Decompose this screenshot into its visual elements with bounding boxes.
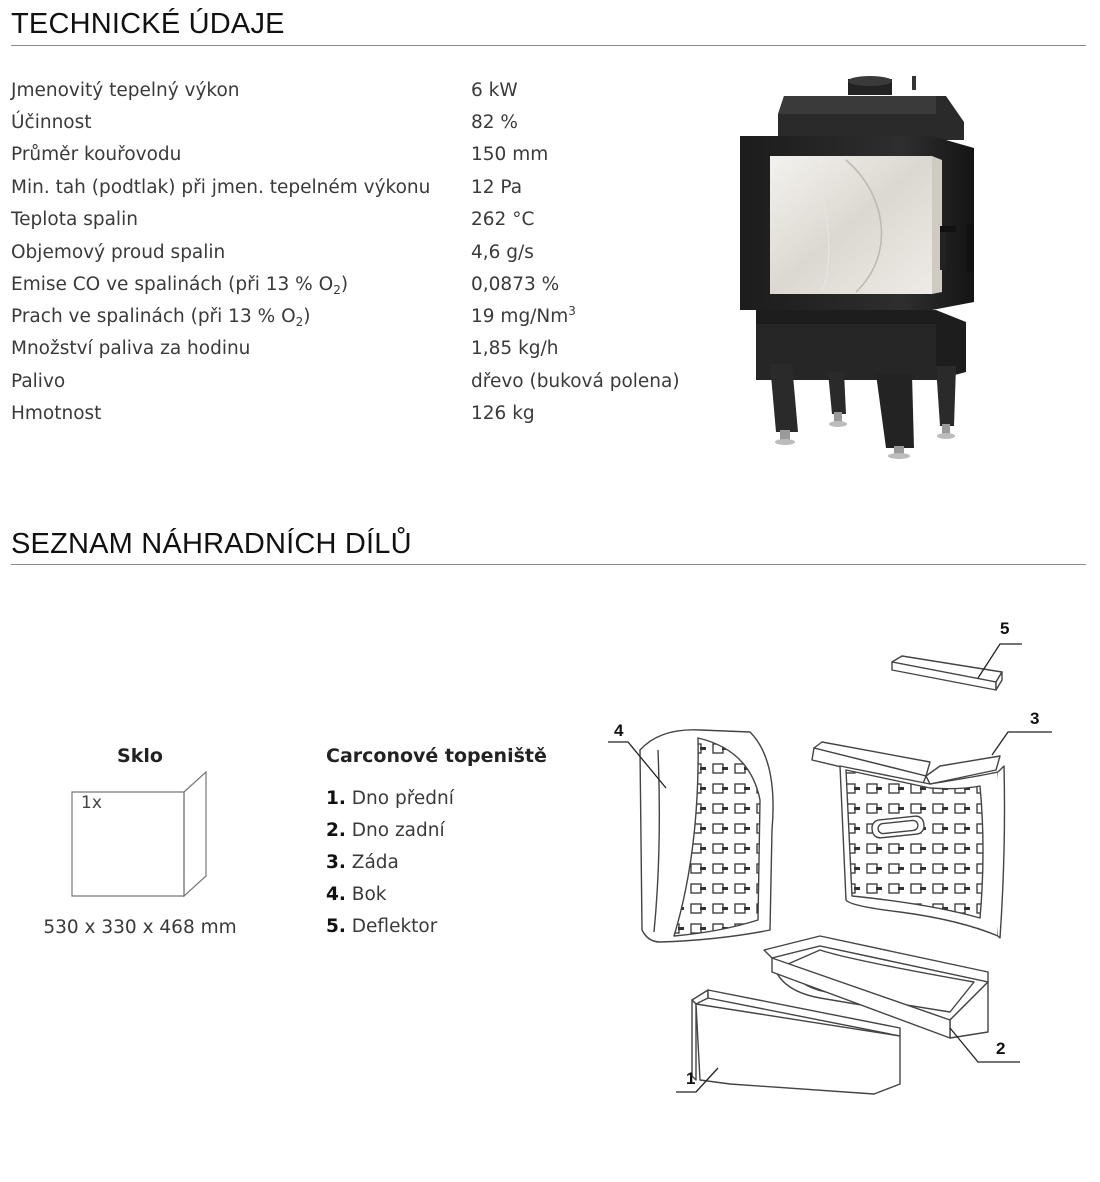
spec-value: 12 Pa xyxy=(471,177,523,198)
spec-label: Objemový proud spalin xyxy=(11,242,226,263)
spec-label: Účinnost xyxy=(11,112,92,133)
technical-data-title: TECHNICKÉ ÚDAJE xyxy=(11,8,285,40)
spec-label: Průměr kouřovodu xyxy=(11,144,182,165)
glass-quantity: 1x xyxy=(81,793,102,813)
spec-label: Min. tah (podtlak) při jmen. tepelném výkonu xyxy=(11,177,431,198)
spec-value: dřevo (buková polena) xyxy=(471,371,680,392)
spec-label: Hmotnost xyxy=(11,403,102,424)
spec-value: 82 % xyxy=(471,112,518,133)
list-item: 1. Dno přední xyxy=(326,788,454,809)
callout-label-3: 3 xyxy=(1030,709,1040,728)
list-item: 3. Záda xyxy=(326,852,399,873)
fireplace-insert-image xyxy=(736,74,976,464)
glass-part-title: Sklo xyxy=(117,745,163,767)
glass-dimensions: 530 x 330 x 468 mm xyxy=(43,917,237,938)
spec-value: 0,0873 % xyxy=(471,274,560,295)
title-divider xyxy=(11,45,1086,46)
spec-label: Jmenovitý tepelný výkon xyxy=(11,80,240,101)
deflector-part xyxy=(892,656,1002,690)
spec-label: Množství paliva za hodinu xyxy=(11,338,251,359)
firebox-exploded-diagram xyxy=(600,600,1100,1100)
list-item: 2. Dno zadní xyxy=(326,820,445,841)
spec-value: 1,85 kg/h xyxy=(471,338,559,359)
spec-label: Prach ve spalinách (při 13 % $O_2$) xyxy=(11,306,311,329)
callout-label-1: 1 xyxy=(686,1069,696,1088)
spec-value: 262 °C xyxy=(471,209,535,230)
spec-value: 126 kg xyxy=(471,403,535,424)
spec-label: Teplota spalin xyxy=(11,209,138,230)
firebox-parts-title: Carconové topeniště xyxy=(326,745,547,767)
spec-label: Emise CO ve spalinách (při 13 % $O_2$) xyxy=(11,274,349,297)
title-divider xyxy=(11,564,1086,565)
spec-value: 19 mg/Nm$^3$ xyxy=(471,304,576,327)
list-item: 4. Bok xyxy=(326,884,387,905)
spec-value: 150 mm xyxy=(471,144,549,165)
spec-label: Palivo xyxy=(11,371,66,392)
spec-value: 4,6 g/s xyxy=(471,242,534,263)
spec-value: 6 kW xyxy=(471,80,518,101)
callout-label-2: 2 xyxy=(996,1039,1006,1058)
list-item: 5. Deflektor xyxy=(326,916,438,937)
glass-pane-icon xyxy=(68,770,212,900)
callout-label-5: 5 xyxy=(1000,619,1010,638)
side-part xyxy=(640,730,773,942)
callout-label-4: 4 xyxy=(614,721,624,740)
spare-parts-title: SEZNAM NÁHRADNÍCH DÍLŮ xyxy=(11,528,412,560)
back-part xyxy=(812,742,1005,938)
